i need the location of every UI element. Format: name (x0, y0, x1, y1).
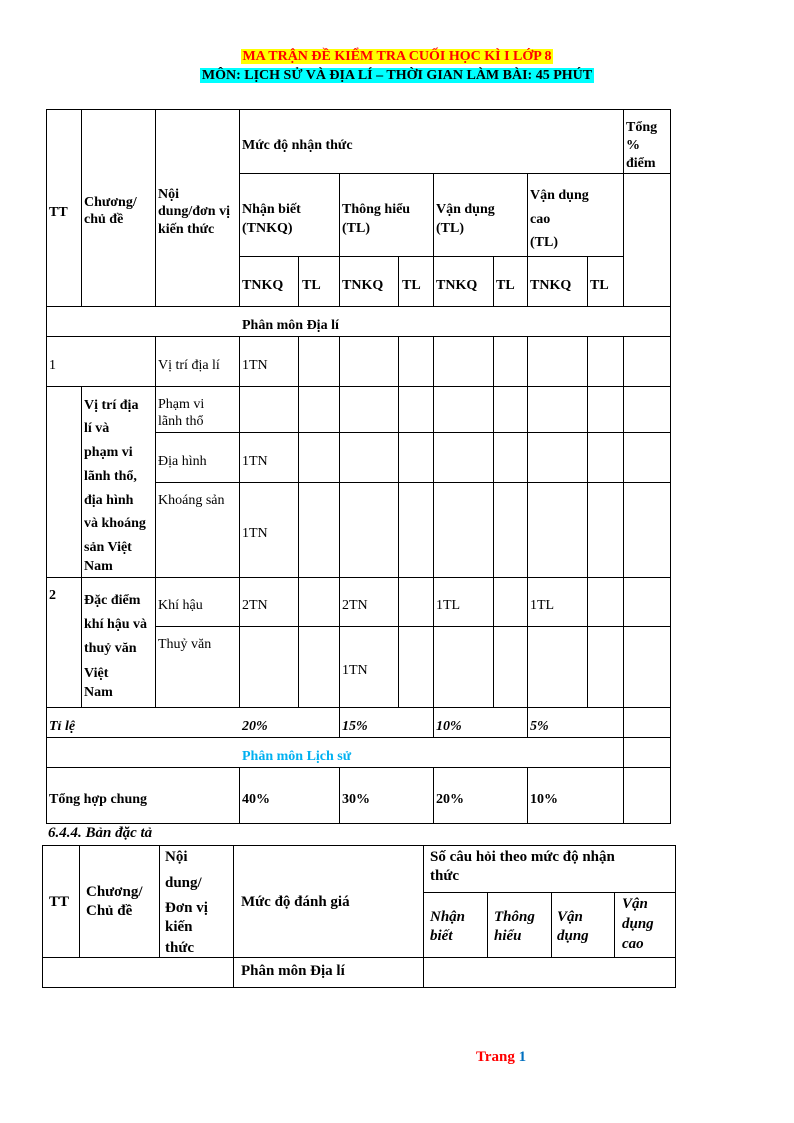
topic1-line: Nam (84, 559, 113, 574)
header-vdc-2: cao (530, 212, 551, 227)
page-number: 1 (518, 1049, 527, 1065)
spec-level-vdc: dụng (622, 916, 654, 932)
header-vandung-2: (TL) (436, 221, 464, 236)
tile-value: 10% (436, 719, 462, 734)
topic1-line: lãnh thổ, (84, 469, 137, 484)
spec-header-chuong-1: Chương/ (86, 884, 143, 900)
header-vdc-3: (TL) (530, 235, 558, 250)
spec-level-vdc: Vận (622, 896, 648, 912)
section-heading: 6.4.4. Bản đặc tả (48, 825, 153, 841)
document-subtitle (0, 67, 794, 84)
sub-tl-4: TL (590, 278, 609, 293)
tonghop-value: 10% (530, 792, 558, 807)
khihau-vd: 1TL (436, 598, 461, 613)
spec-header-noidung: kiến (165, 919, 193, 935)
spec-section-diali: Phân môn Địa lí (241, 963, 345, 979)
row1-nb: 1TN (242, 358, 268, 373)
unit-khihau: Khí hậu (158, 598, 203, 613)
khihau-th: 2TN (342, 598, 368, 613)
header-vdc-1: Vận dụng (530, 188, 589, 203)
thuyvan-th: 1TN (342, 663, 368, 678)
document-title (0, 48, 794, 65)
unit-thuyvan: Thuỷ văn (158, 637, 212, 652)
khihau-vdc: 1TL (530, 598, 555, 613)
spec-header-mucdo: Mức độ đánh giá (241, 894, 350, 910)
header-tong-3: điểm (626, 156, 656, 171)
page-footer (476, 1048, 526, 1067)
topic1-line: sản Việt (84, 540, 132, 555)
topic1-line: địa hình (84, 493, 134, 508)
unit-phamvi-1: Phạm vi (158, 397, 205, 412)
sub-tl-2: TL (402, 278, 421, 293)
spec-header-noidung: Nội (165, 849, 188, 865)
topic1-line: và khoáng (84, 516, 146, 531)
header-thonghieu-2: (TL) (342, 221, 370, 236)
header-nhanbiet-2: (TNKQ) (242, 221, 293, 236)
tile-value: 5% (530, 719, 549, 734)
topic2-line: Việt (84, 666, 109, 681)
spec-header-chuong-2: Chủ đề (86, 903, 133, 919)
section-diali: Phân môn Địa lí (242, 318, 339, 333)
title-line-2: MÔN: LỊCH SỬ VÀ ĐỊA LÍ – THỜI GIAN LÀM BÀI: 45 PHÚT (201, 68, 593, 83)
sub-tnkq-4: TNKQ (530, 278, 572, 293)
page-label: Trang (476, 1049, 515, 1065)
spec-level-thonghieu: Thông (494, 909, 535, 925)
spec-level-thonghieu: hiểu (494, 928, 522, 944)
topic2-line: thuỷ văn (84, 641, 137, 656)
header-noidung-2: dung/đơn vị (158, 204, 230, 219)
spec-level-vdc: cao (622, 936, 644, 952)
topic1-line: Vị trí địa (84, 398, 139, 413)
title-line-1: MA TRẬN ĐỀ KIỂM TRA CUỐI HỌC KÌ I LỚP 8 (242, 49, 552, 64)
header-mucdo: Mức độ nhận thức (242, 138, 353, 153)
topic2-line: Nam (84, 685, 113, 700)
spec-header-tt: TT (49, 894, 70, 910)
diahinh-nb: 1TN (242, 454, 268, 469)
spec-level-nhanbiet: biết (430, 928, 453, 944)
khihau-nb: 2TN (242, 598, 268, 613)
tonghop-label: Tổng hợp chung (49, 792, 148, 807)
tonghop-value: 30% (342, 792, 370, 807)
spec-header-noidung: thức (165, 940, 194, 956)
header-chuong-2: chủ đề (84, 212, 124, 227)
tonghop-value: 20% (436, 792, 464, 807)
sub-tnkq-3: TNKQ (436, 278, 478, 293)
spec-level-vandung: dụng (557, 928, 589, 944)
unit-phamvi-2: lãnh thổ (158, 414, 204, 429)
sub-tl-3: TL (496, 278, 515, 293)
spec-header-socau-2: thức (430, 868, 459, 884)
header-noidung-1: Nội (158, 187, 179, 202)
topic2-line: khí hậu và (84, 617, 148, 632)
unit-diahinh: Địa hình (158, 454, 207, 469)
khoangsan-nb: 1TN (242, 526, 268, 541)
unit-khoangsan: Khoáng sản (158, 493, 225, 508)
header-chuong-1: Chương/ (84, 195, 137, 210)
spec-header-noidung: dung/ (165, 875, 202, 891)
sub-tl-1: TL (302, 278, 321, 293)
spec-header-socau-1: Số câu hỏi theo mức độ nhận (430, 849, 615, 865)
header-vandung-1: Vận dụng (436, 202, 495, 217)
header-thonghieu-1: Thông hiểu (342, 202, 411, 217)
sub-tnkq-2: TNKQ (342, 278, 384, 293)
topic2-line: Đặc điểm (84, 593, 141, 608)
spec-level-vandung: Vận (557, 909, 583, 925)
tile-label: Tỉ lệ (49, 719, 76, 734)
header-nhanbiet-1: Nhận biết (242, 202, 301, 217)
tile-value: 15% (342, 719, 368, 734)
row1-tt: 1 (49, 358, 56, 373)
spec-header-noidung: Đơn vị (165, 900, 208, 916)
header-tt: TT (49, 205, 68, 220)
header-noidung-3: kiến thức (158, 222, 215, 237)
tile-value: 20% (242, 719, 268, 734)
sub-tnkq-1: TNKQ (242, 278, 284, 293)
tonghop-value: 40% (242, 792, 270, 807)
row1-unit: Vị trí địa lí (158, 358, 220, 373)
header-tong-2: % (626, 138, 640, 153)
header-tong-1: Tổng (626, 120, 658, 135)
row2-tt: 2 (49, 588, 56, 603)
topic1-line: phạm vi (84, 445, 133, 460)
spec-level-nhanbiet: Nhận (430, 909, 466, 925)
section-lichsu: Phân môn Lịch sử (242, 749, 352, 764)
topic1-line: lí và (84, 421, 110, 436)
